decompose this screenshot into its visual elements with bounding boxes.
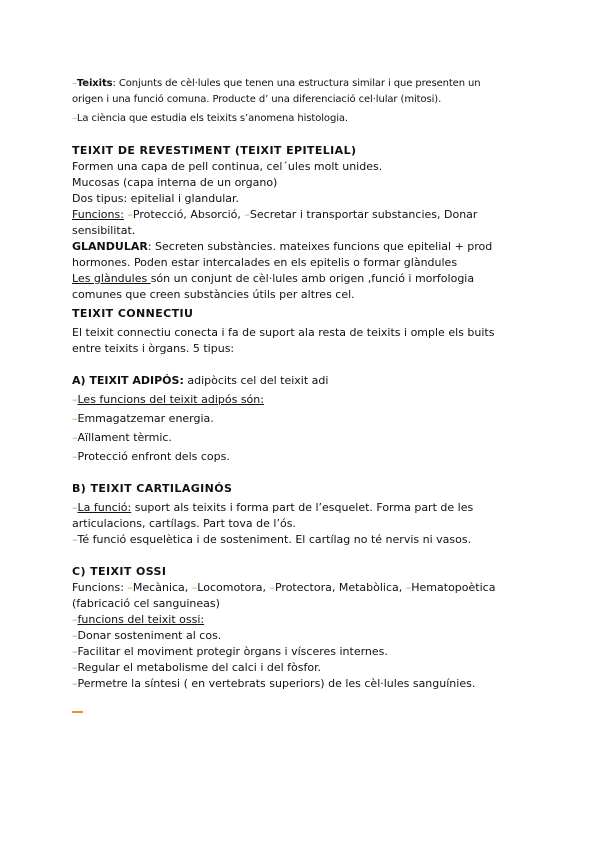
bullet-dash: –	[72, 629, 78, 642]
bullet-dash: –	[72, 613, 78, 626]
list-item: –Regular el metabolisme del calci i del fòsfor.	[72, 661, 322, 674]
document-body	[72, 76, 532, 692]
bullet-dash: –	[244, 208, 250, 221]
ossi-funcions-cont: (fabricació cel sanguineas)	[72, 597, 220, 610]
bullet-dash: –	[127, 208, 133, 221]
glandular-line1: GLANDULAR: Secreten substàncies. mateixes funcions que epitelial + prod	[72, 240, 493, 253]
list-item: –Donar sosteniment al cos.	[72, 629, 222, 642]
glandules-line1: Les glàndules són un conjunt de cèl·lules amb origen ,funció i morfologia	[72, 272, 475, 285]
intro-histologia: –La ciència que estudia els teixits s’anomena histologia.	[72, 113, 348, 124]
bullet-dash: –	[72, 661, 78, 674]
bullet-dash: –	[72, 78, 77, 89]
bullet-dash: –	[405, 581, 412, 594]
bullet-dash: –	[191, 581, 198, 594]
end-dash-mark	[72, 711, 83, 713]
term-teixits: Teixits	[76, 78, 113, 89]
list-item: –Emmagatzemar energia.	[72, 412, 214, 425]
ossi-funcions: Funcions: –Mecànica, –Locomotora, –Protectora, Metabòlica, –Hematopoètica	[72, 581, 496, 594]
bullet-dash: –	[269, 581, 275, 594]
list-item: –Facilitar el moviment protegir òrgans i vísceres internes.	[72, 645, 388, 658]
bullet-dash: –	[72, 450, 78, 463]
glandular-line2: hormones. Poden estar intercalades en els epitelis o formar glàndules	[72, 256, 458, 269]
revestiment-line3: Dos tipus: epitelial i glandular.	[72, 192, 240, 205]
intro-teixits-line2: origen i una funció comuna. Producte d’ una diferenciació cel·lular (mitosi).	[72, 94, 442, 105]
heading-revestiment: TEIXIT DE REVESTIMENT (TEIXIT EPITELIAL)	[72, 144, 357, 157]
list-item: –Aïllament tèrmic.	[72, 431, 172, 444]
list-item: –Té funció esquelètica i de sosteniment. El cartílag no té nervis ni vasos.	[72, 533, 472, 546]
revestiment-line1: Formen una capa de pell continua, cel´ules molt unides.	[72, 160, 383, 173]
revestiment-funcions-cont: sensibilitat.	[72, 224, 136, 237]
revestiment-funcions: Funcions: –Protecció, Absorció, –Secretar i transportar substancies, Donar	[72, 208, 478, 221]
heading-cartilaginos: B) TEIXIT CARTILAGINÓS	[72, 482, 233, 495]
adipos-funcions-label: –Les funcions del teixit adipós són:	[72, 393, 264, 406]
funcions-label: Funcions:	[72, 208, 124, 221]
ossi-list-label: –funcions del teixit ossi:	[72, 613, 205, 626]
cartilaginos-funcio-line1: –La funció: suport als teixits i forma part de l’esquelet. Forma part de les	[72, 501, 474, 514]
revestiment-line2: Mucosas (capa interna de un organo)	[72, 176, 278, 189]
bullet-dash: –	[72, 113, 77, 124]
cartilaginos-funcio-line2: articulacions, cartílags. Part tova de l’ós.	[72, 517, 296, 530]
bullet-dash: –	[72, 412, 78, 425]
bullet-dash: –	[72, 533, 78, 546]
glandules-label: Les glàndules	[72, 272, 151, 285]
term-glandular: GLANDULAR	[72, 240, 148, 253]
glandules-line2: comunes que creen substàncies útils per altres cel.	[72, 288, 355, 301]
list-item: –Protecció enfront dels cops.	[72, 450, 230, 463]
bullet-dash: –	[72, 393, 78, 406]
heading-adipos: A) TEIXIT ADIPÓS: adipòcits cel del teixit adi	[72, 374, 329, 387]
bullet-dash: –	[72, 501, 78, 514]
bullet-dash: –	[72, 677, 78, 690]
funcio-label: La funció:	[77, 501, 132, 514]
connectiu-line2: entre teixits i òrgans. 5 tipus:	[72, 342, 235, 355]
bullet-dash: –	[127, 581, 133, 594]
intro-teixits-line1	[72, 76, 532, 92]
teixits-definition: : Conjunts de cèl·lules que tenen una estructura similar i que presenten un	[112, 78, 481, 89]
list-item: –Permetre la síntesi ( en vertebrats superiors) de les cèl·lules sanguínies.	[72, 677, 476, 690]
bullet-dash: –	[72, 431, 78, 444]
bullet-dash: –	[72, 645, 78, 658]
heading-connectiu: TEIXIT CONNECTIU	[72, 307, 194, 320]
connectiu-line1: El teixit connectiu conecta i fa de suport ala resta de teixits i omple els buits	[72, 326, 495, 339]
heading-ossi: C) TEIXIT OSSI	[72, 565, 167, 578]
